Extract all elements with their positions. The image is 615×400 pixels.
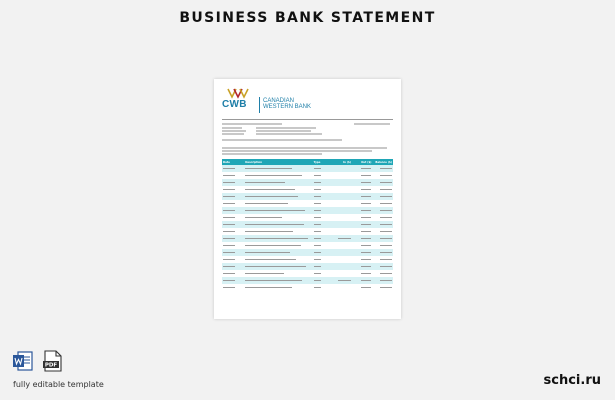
account-detail-line [222,123,282,125]
table-row [222,256,393,263]
table-cell [313,200,332,207]
illegible-text-placeholder [314,203,322,204]
table-row [222,172,393,179]
illegible-text-placeholder [245,196,298,197]
illegible-text-placeholder [223,231,235,232]
table-cell [372,228,393,235]
illegible-text-placeholder [314,259,322,260]
table-body [222,165,393,291]
table-cell [222,214,244,221]
table-row [222,228,393,235]
table-cell [244,165,312,172]
table-cell [313,263,332,270]
illegible-text-placeholder [380,203,392,204]
illegible-text-placeholder [361,273,371,274]
illegible-text-placeholder [223,196,235,197]
table-cell [222,165,244,172]
summary-line [222,147,387,149]
bank-logo [222,87,332,113]
table-cell [313,235,332,242]
illegible-text-placeholder [380,245,392,246]
table-cell [222,235,244,242]
illegible-text-placeholder [314,245,322,246]
table-cell [313,228,332,235]
table-cell [352,193,373,200]
bank-name-line-1: CANADIAN [263,98,295,104]
illegible-text-placeholder [361,245,371,246]
illegible-text-placeholder [245,273,284,274]
account-detail-line [256,133,322,135]
table-cell [313,249,332,256]
bank-logo-abbreviation: CWB [222,99,247,110]
table-cell [313,193,332,200]
illegible-text-placeholder [223,217,235,218]
illegible-text-placeholder [380,224,392,225]
table-cell [244,200,312,207]
table-cell [352,228,373,235]
illegible-text-placeholder [361,252,371,253]
table-cell [222,200,244,207]
illegible-text-placeholder [361,259,371,260]
table-cell [222,207,244,214]
illegible-text-placeholder [245,287,291,288]
table-cell [331,228,352,235]
illegible-text-placeholder [361,189,371,190]
site-brand: schci.ru [543,373,601,388]
illegible-text-placeholder [245,280,302,281]
illegible-text-placeholder [245,231,293,232]
pdf-icon-label: PDF [44,362,58,369]
illegible-text-placeholder [245,245,301,246]
illegible-text-placeholder [338,238,351,239]
table-cell [331,235,352,242]
header-in: In ($) [331,159,352,165]
format-icons [12,350,72,374]
illegible-text-placeholder [223,168,235,169]
bank-logo-name [263,98,311,110]
table-row [222,193,393,200]
table-cell [372,242,393,249]
table-cell [313,165,332,172]
table-row [222,200,393,207]
page-headline: BUSINESS BANK STATEMENT [179,10,436,26]
illegible-text-placeholder [314,287,322,288]
table-cell [313,207,332,214]
illegible-text-placeholder [314,217,322,218]
table-cell [313,256,332,263]
table-row [222,263,393,270]
illegible-text-placeholder [361,287,371,288]
table-row [222,249,393,256]
table-cell [352,277,373,284]
table-cell [331,263,352,270]
header-type: Type [313,159,332,165]
table-cell [313,186,332,193]
illegible-text-placeholder [245,217,282,218]
header-description: Description [244,159,312,165]
illegible-text-placeholder [314,273,322,274]
table-cell [331,172,352,179]
table-row [222,242,393,249]
account-note-line [222,139,342,141]
illegible-text-placeholder [245,252,290,253]
illegible-text-placeholder [380,217,392,218]
illegible-text-placeholder [338,280,351,281]
table-cell [352,172,373,179]
illegible-text-placeholder [314,231,322,232]
illegible-text-placeholder [245,210,305,211]
table-cell [372,221,393,228]
table-cell [222,242,244,249]
illegible-text-placeholder [361,182,371,183]
table-cell [313,277,332,284]
table-cell [244,179,312,186]
table-cell [372,263,393,270]
table-cell [244,172,312,179]
table-cell [244,207,312,214]
table-cell [313,214,332,221]
bank-name-line-2: WESTERN BANK [263,104,312,110]
table-cell [352,221,373,228]
statement-date-line [354,123,390,125]
table-cell [372,186,393,193]
summary-line [222,153,322,155]
table-cell [222,193,244,200]
illegible-text-placeholder [223,252,235,253]
table-cell [313,221,332,228]
table-cell [244,235,312,242]
table-cell [222,172,244,179]
header-out: Out ($) [352,159,373,165]
illegible-text-placeholder [314,238,322,239]
table-cell [331,256,352,263]
table-row [222,214,393,221]
illegible-text-placeholder [223,238,235,239]
table-cell [331,214,352,221]
illegible-text-placeholder [380,259,392,260]
illegible-text-placeholder [314,196,322,197]
table-cell [244,284,312,291]
illegible-text-placeholder [223,280,235,281]
table-cell [313,284,332,291]
table-cell [331,186,352,193]
table-cell [244,242,312,249]
account-detail-line [222,127,242,129]
illegible-text-placeholder [314,280,322,281]
illegible-text-placeholder [223,189,235,190]
illegible-text-placeholder [245,238,308,239]
illegible-text-placeholder [223,224,235,225]
illegible-text-placeholder [380,280,392,281]
template-caption: fully editable template [13,380,104,389]
illegible-text-placeholder [361,203,371,204]
header-rule [222,119,393,120]
illegible-text-placeholder [223,210,235,211]
table-cell [244,228,312,235]
transactions-table [222,159,393,291]
table-cell [222,179,244,186]
table-cell [222,263,244,270]
table-cell [372,249,393,256]
statement-document-preview [214,79,401,319]
illegible-text-placeholder [361,175,371,176]
table-row [222,179,393,186]
illegible-text-placeholder [380,175,392,176]
table-cell [372,277,393,284]
illegible-text-placeholder [380,231,392,232]
account-detail-line [222,130,246,132]
table-row [222,221,393,228]
table-cell [352,270,373,277]
table-cell [352,207,373,214]
illegible-text-placeholder [314,182,322,183]
illegible-text-placeholder [223,259,235,260]
illegible-text-placeholder [380,189,392,190]
table-cell [244,277,312,284]
table-cell [352,284,373,291]
table-cell [331,242,352,249]
illegible-text-placeholder [361,238,371,239]
table-cell [331,165,352,172]
table-cell [313,172,332,179]
illegible-text-placeholder [245,203,288,204]
table-cell [244,270,312,277]
table-cell [331,193,352,200]
illegible-text-placeholder [245,259,296,260]
account-detail-line [222,133,244,135]
header-balance: Balance ($) [372,159,393,165]
table-cell [222,256,244,263]
table-cell [222,228,244,235]
table-cell [222,186,244,193]
table-cell [244,214,312,221]
illegible-text-placeholder [314,168,322,169]
pdf-document-icon [43,350,63,372]
table-cell [352,256,373,263]
illegible-text-placeholder [380,196,392,197]
illegible-text-placeholder [314,266,322,267]
table-row [222,277,393,284]
illegible-text-placeholder [361,210,371,211]
table-cell [372,200,393,207]
table-cell [222,221,244,228]
table-cell [372,193,393,200]
illegible-text-placeholder [314,224,322,225]
table-cell [352,179,373,186]
table-cell [244,263,312,270]
illegible-text-placeholder [245,266,306,267]
table-row [222,235,393,242]
illegible-text-placeholder [361,224,371,225]
illegible-text-placeholder [245,182,285,183]
illegible-text-placeholder [361,266,371,267]
illegible-text-placeholder [361,217,371,218]
table-row [222,207,393,214]
logo-divider [259,97,260,113]
table-cell [244,249,312,256]
table-cell [352,263,373,270]
illegible-text-placeholder [223,273,235,274]
illegible-text-placeholder [245,224,303,225]
illegible-text-placeholder [361,196,371,197]
table-row [222,186,393,193]
illegible-text-placeholder [380,238,392,239]
illegible-text-placeholder [245,168,291,169]
table-cell [352,165,373,172]
illegible-text-placeholder [314,175,322,176]
account-detail-line [256,130,311,132]
table-cell [331,270,352,277]
illegible-text-placeholder [361,231,371,232]
illegible-text-placeholder [223,245,235,246]
table-cell [313,179,332,186]
table-cell [244,186,312,193]
illegible-text-placeholder [223,203,235,204]
table-row [222,165,393,172]
header-date: Date [222,159,244,165]
table-cell [331,284,352,291]
illegible-text-placeholder [223,266,235,267]
table-cell [352,249,373,256]
illegible-text-placeholder [380,266,392,267]
table-cell [352,186,373,193]
table-cell [222,284,244,291]
account-detail-line [256,127,316,129]
illegible-text-placeholder [314,189,322,190]
table-cell [331,200,352,207]
table-cell [331,179,352,186]
table-cell [352,242,373,249]
word-document-icon [12,350,34,372]
table-row [222,270,393,277]
illegible-text-placeholder [380,273,392,274]
illegible-text-placeholder [380,168,392,169]
illegible-text-placeholder [314,210,322,211]
illegible-text-placeholder [223,175,235,176]
table-cell [372,256,393,263]
table-cell [222,249,244,256]
table-cell [244,193,312,200]
table-cell [244,221,312,228]
summary-line [222,150,372,152]
illegible-text-placeholder [223,182,235,183]
illegible-text-placeholder [380,182,392,183]
illegible-text-placeholder [314,252,322,253]
table-cell [372,214,393,221]
table-cell [372,165,393,172]
table-cell [313,270,332,277]
table-cell [222,277,244,284]
table-cell [352,214,373,221]
illegible-text-placeholder [361,280,371,281]
illegible-text-placeholder [380,210,392,211]
table-row [222,284,393,291]
table-cell [331,207,352,214]
table-cell [331,221,352,228]
table-cell [331,277,352,284]
illegible-text-placeholder [245,175,301,176]
illegible-text-placeholder [361,168,371,169]
table-cell [372,172,393,179]
table-cell [372,179,393,186]
illegible-text-placeholder [245,189,295,190]
illegible-text-placeholder [223,287,235,288]
table-cell [352,235,373,242]
table-cell [372,207,393,214]
table-cell [313,242,332,249]
table-cell [372,270,393,277]
table-cell [372,235,393,242]
illegible-text-placeholder [380,252,392,253]
table-cell [222,270,244,277]
illegible-text-placeholder [380,287,392,288]
table-cell [331,249,352,256]
table-cell [244,256,312,263]
table-cell [372,284,393,291]
table-cell [352,200,373,207]
